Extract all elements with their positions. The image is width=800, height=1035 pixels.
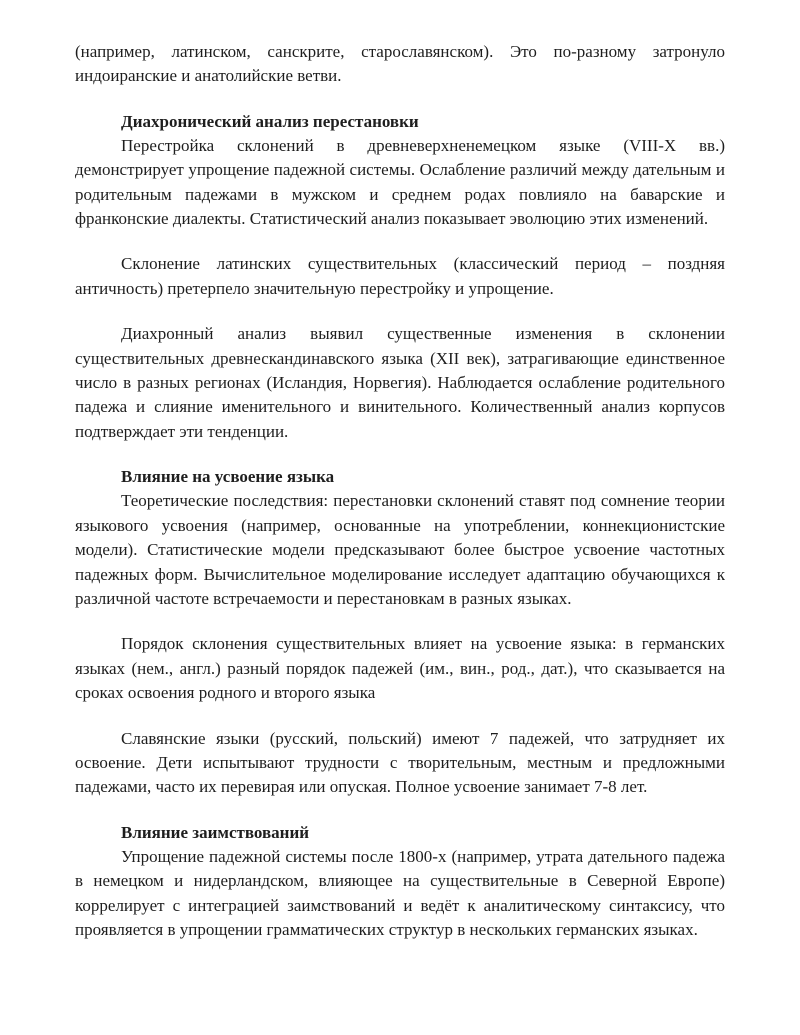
paragraph-slavic: Славянские языки (русский, польский) имеют 7 падежей, что затрудняет их освоение. Дети испытывают трудности с творительным, местным и предложными падежами, часто их перевирая или опуская. Полное усвоение занимает 7-8 лет. (75, 728, 725, 797)
paragraph-intro: (например, латинском, санскрите, старославянском). Это по-разному затронуло индоиранские и анатолийские ветви. (75, 42, 725, 86)
paragraph-latin: Склонение латинских существительных (классический период – поздняя античность) претерпело значительную перестройку и упрощение. (75, 254, 725, 298)
heading-diachronic-analysis: Диахронический анализ перестановки (121, 111, 419, 131)
paragraph-borrowings: Упрощение падежной системы после 1800-х (например, утрата дательного падежа в немецком и нидерландском, влияющее на существительные в Северной Европе) коррелирует с интеграцией заимствований и ведёт к аналитическому синтаксису, что проявляется в упрощении грамматических структур в нескольких германских языках. (75, 846, 725, 939)
document-page (75, 40, 725, 942)
paragraph-old-high-german: Перестройка склонений в древневерхненемецком языке (VIII-X вв.) демонстрирует упрощение падежной системы. Ослабление различий между дательным и родительным падежами в мужском и среднем родах повлияло на баварские и франконские диалекты. Статистический анализ показывает эволюцию этих изменений. (75, 135, 725, 229)
heading-language-acquisition: Влияние на усвоение языка (121, 467, 335, 487)
heading-borrowings: Влияние заимствований (121, 822, 310, 842)
paragraph-theoretical-implications: Теоретические последствия: перестановки склонений ставят под сомнение теории языкового усвоения (например, основанные на употреблении, коннекционистские модели). Статистические модели предсказывают более быстрое усвоение частотных падежных форм. Вычислительное моделирование исследует адаптацию обучающихся к различной частоте встречаемости и перестановкам в разных языках. (75, 491, 725, 608)
paragraph-old-norse: Диахронный анализ выявил существенные изменения в склонении существительных древнескандинавского языка (XII век), затрагивающие единственное число в разных регионах (Исландия, Норвегия). Наблюдается ослабление родительного падежа и слияние именительного и винительного. Количественный анализ корпусов подтверждает эти тенденции. (75, 324, 725, 441)
paragraph-case-order: Порядок склонения существительных влияет на усвоение языка: в германских языках (нем., англ.) разный порядок падежей (им., вин., род., дат.), что сказывается на сроках освоения родного и второго языка (75, 634, 725, 703)
